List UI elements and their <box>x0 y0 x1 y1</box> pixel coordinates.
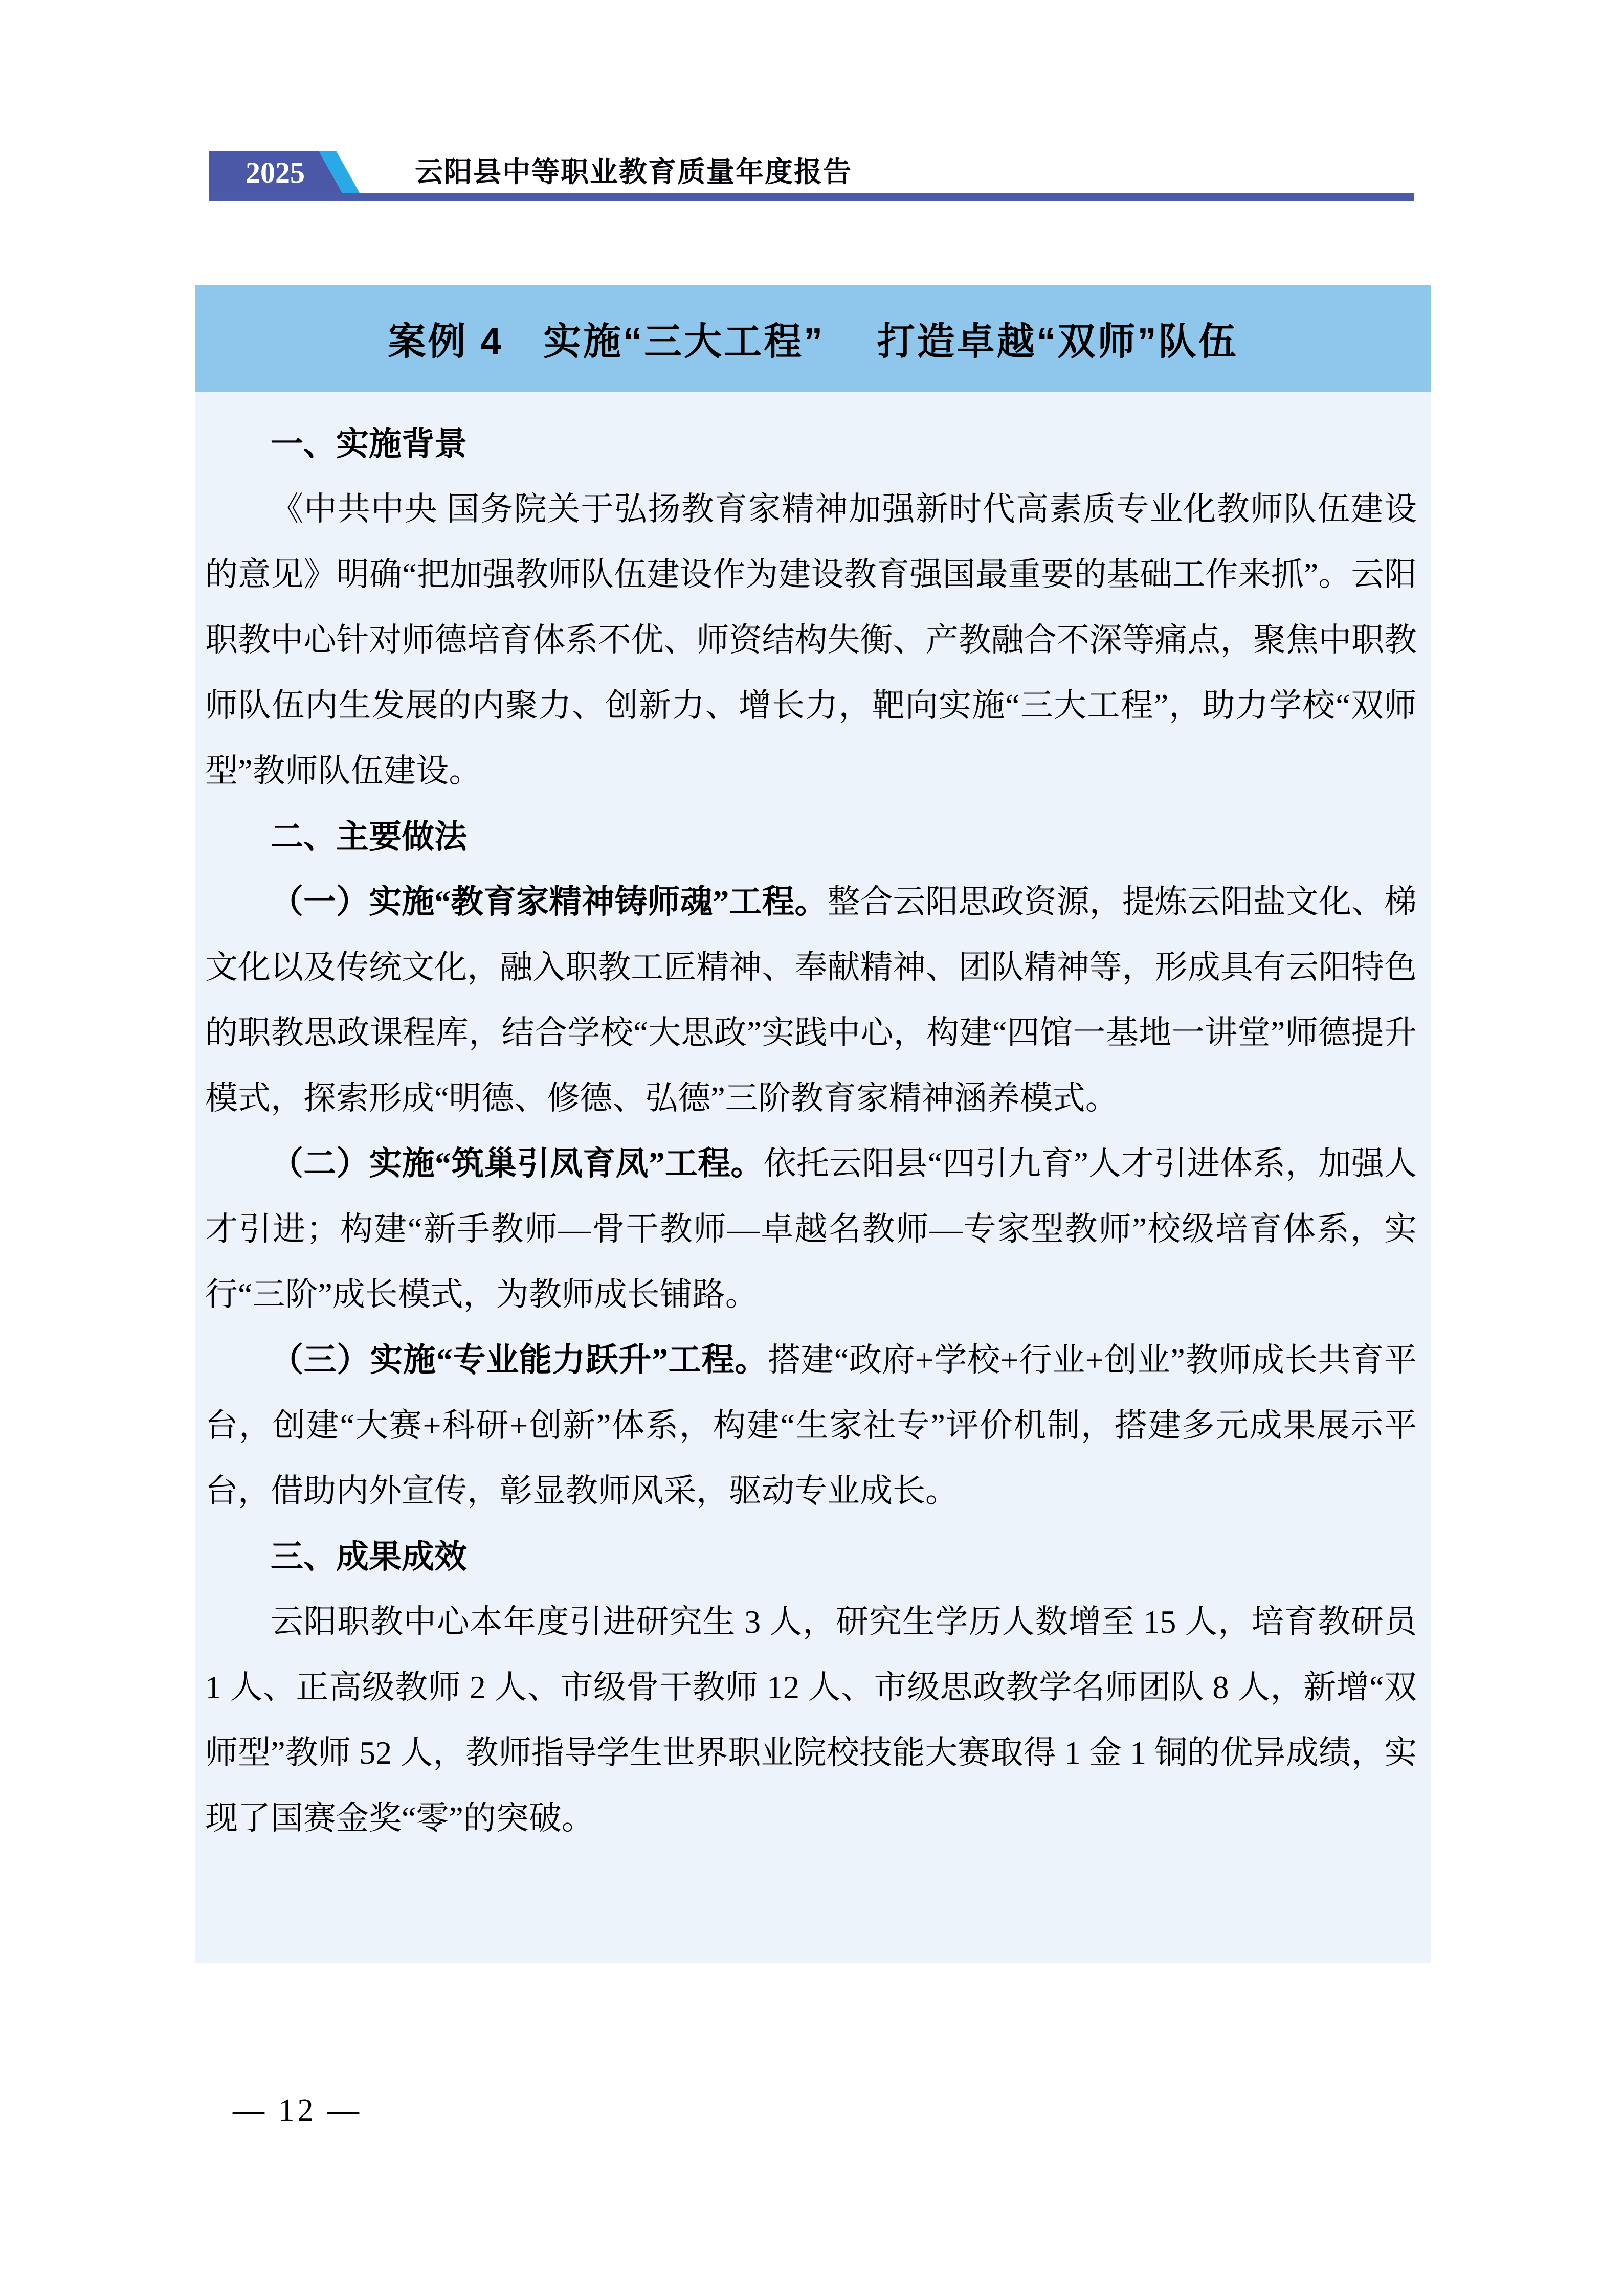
paragraph-text: 依托云阳县“四引九育”人才引进体系，加强人才引进；构建“新手教师—骨干教师—卓越名教师—专家型教师”校级培育体系，实行“三阶”成长模式，为教师成长铺路。 <box>205 1145 1417 1313</box>
report-title: 云阳县中等职业教育质量年度报告 <box>415 156 853 188</box>
paragraph-background <box>205 477 1417 804</box>
case-banner-title: 案例 4 实施“三大工程” 打造卓越“双师”队伍 <box>388 320 1238 363</box>
case-banner <box>195 285 1431 392</box>
paragraph-text: 《中共中央 国务院关于弘扬教育家精神加强新时代高素质专业化教师队伍建设的意见》明确“把加强教师队伍建设作为建设教育强国最重要的基础工作来抓”。云阳职教中心针对师德培育体系不优、师资结构失衡、产教融合不深等痛点，聚焦中职教师队伍内生发展的内聚力、创新力、增长力，靶向实施“三大工程”，助力学校“双师型”教师队伍建设。 <box>205 491 1417 789</box>
year-badge-label: 2025 <box>246 156 305 189</box>
year-badge <box>209 151 362 194</box>
header-rule <box>209 193 1414 201</box>
case-body <box>195 392 1431 1963</box>
paragraph-lead: （一）实施“教育家精神铸师魂”工程。 <box>271 884 828 920</box>
paragraph-method-3 <box>205 1327 1417 1524</box>
section-heading-results: 三、成果成效 <box>271 1538 467 1575</box>
page-number: — 12 — <box>233 2093 362 2128</box>
section-heading-methods: 二、主要做法 <box>271 818 467 855</box>
paragraph-lead: （二）实施“筑巢引凤育凤”工程。 <box>271 1145 764 1182</box>
paragraph-method-1 <box>205 869 1417 1131</box>
paragraph-results <box>205 1589 1417 1851</box>
paragraph-text: 搭建“政府+学校+行业+创业”教师成长共育平台，创建“大赛+科研+创新”体系，构建“生家社专”评价机制，搭建多元成果展示平台，借助内外宣传，彰显教师风采，驱动专业成长。 <box>205 1342 1417 1509</box>
section-heading-background: 一、实施背景 <box>271 425 467 462</box>
paragraph-text: 云阳职教中心本年度引进研究生 3 人，研究生学历人数增至 15 人，培育教研员 1 人、正高级教师 2 人、市级骨干教师 12 人、市级思政教学名师团队 8 人，新增“双师型”教师 52 人，教师指导学生世界职业院校技能大赛取得 1 金 1 铜的优异成绩，实现了国赛金奖“零”的突破。 <box>205 1604 1417 1836</box>
paragraph-method-2 <box>205 1131 1417 1327</box>
paragraph-text: 整合云阳思政资源，提炼云阳盐文化、梯文化以及传统文化，融入职教工匠精神、奉献精神、团队精神等，形成具有云阳特色的职教思政课程库，结合学校“大思政”实践中心，构建“四馆一基地一讲堂”师德提升模式，探索形成“明德、修德、弘德”三阶教育家精神涵养模式。 <box>205 884 1417 1116</box>
paragraph-lead: （三）实施“专业能力跃升”工程。 <box>271 1342 768 1378</box>
